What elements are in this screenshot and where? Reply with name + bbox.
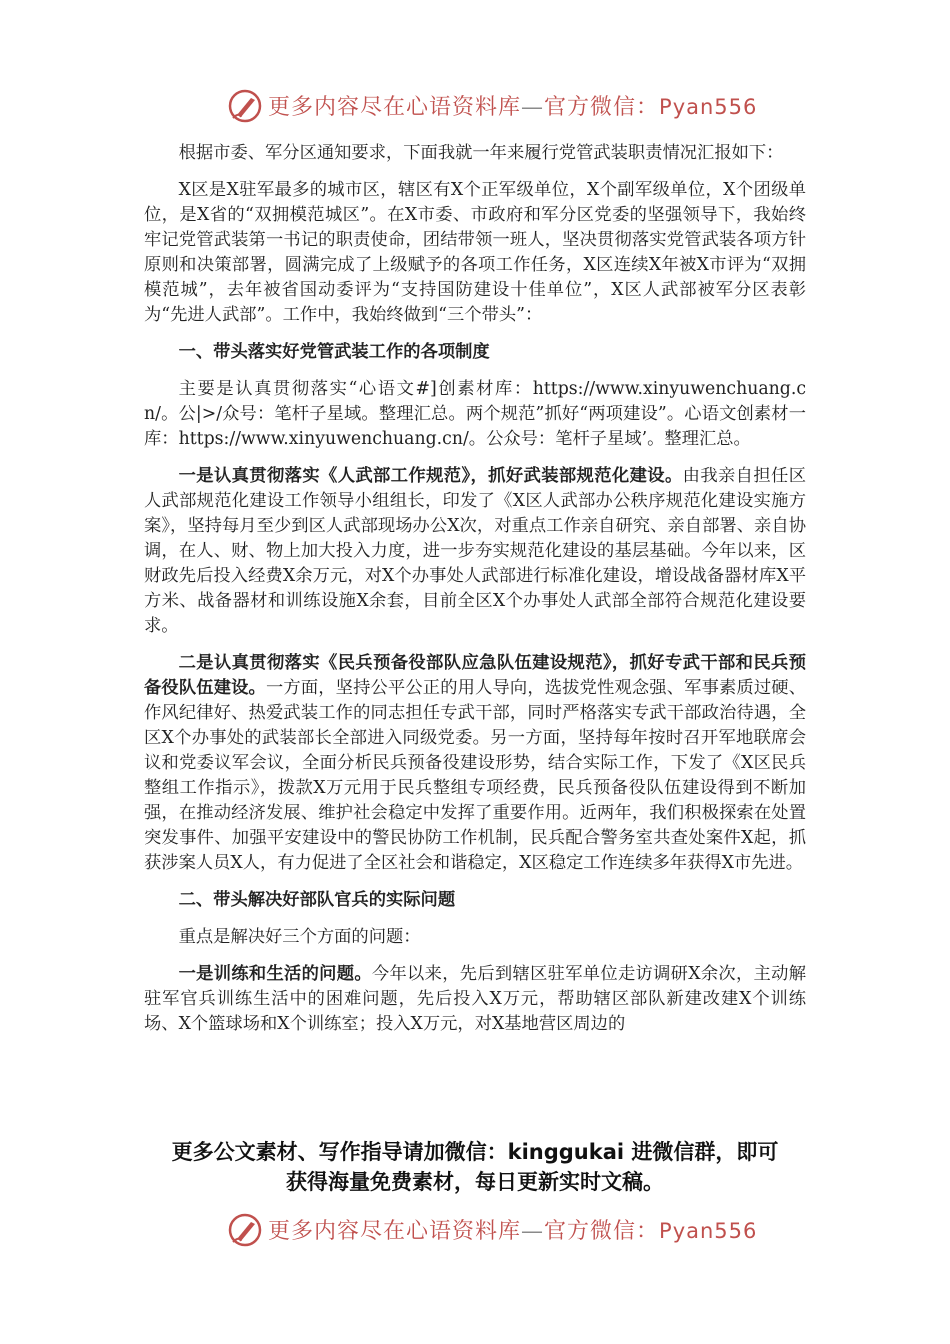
banner-separator: — [521, 1219, 545, 1244]
paragraph-lead-bold: 二是认真贯彻落实《民兵预备役部队应急队伍建设规范》，抓好专武干部和民兵预备役队伍建设。 [144, 653, 806, 698]
promo-line-1: 更多公文素材、写作指导请加微信：kinggukai 进微信群，即可 [171, 1140, 779, 1164]
paragraph-lead-bold: 一是认真贯彻落实《人武部工作规范》，抓好武装部规范化建设。 [178, 466, 683, 486]
quill-pen-icon [227, 1212, 263, 1248]
paragraph-standards-2 [144, 651, 806, 876]
document-body [144, 141, 806, 1037]
paragraph-focus: 重点是解决好三个方面的问题： [178, 927, 421, 947]
paragraph-training-life [144, 962, 806, 1037]
promo-notice [0, 1137, 950, 1197]
banner-wechat-id: Pyan556 [659, 95, 758, 119]
quill-pen-icon [227, 88, 263, 124]
paragraph-intro: 根据市委、军分区通知要求，下面我就一年来履行党管武装职责情况汇报如下： [178, 143, 784, 163]
paragraph-body: 由我亲自担任区人武部规范化建设工作领导小组组长，印发了《X区人武部办公秩序规范化建设实施方案》，坚持每月至少到区人武部现场办公X次，对重点工作亲自研究、亲自部署、亲自协调，在人、财、物上加大投入力度，进一步夯实规范化建设的基层基础。今年以来，区财政先后投入经费X余万元，对X个办事处人武部进行标准化建设，增设战备器材库X平方米、战备器材和训练设施X余套，目前全区X个办事处人武部全部符合规范化建设要求。 [144, 466, 806, 636]
banner-wechat-label: 官方微信： [544, 1219, 660, 1244]
header-banner [0, 84, 950, 128]
banner-text [268, 90, 757, 121]
banner-wechat-label: 官方微信： [544, 95, 660, 120]
banner-wechat-id: Pyan556 [659, 1219, 758, 1243]
paragraph-main-work: 主要是认真贯彻落实“心语文#]创素材库：https://www.xinyuwenchuang.cn/。公|>/众号：笔杆子星域。整理汇总。两个规范”抓好“两项建设”。心语文创素材一库：https://www.xinyuwenchuang.cn/。公众号：笔杆子星域’。整理汇总。 [144, 379, 806, 449]
banner-separator: — [521, 95, 545, 120]
promo-line-2: 获得海量免费素材，每日更新实时文稿。 [286, 1170, 664, 1194]
section-heading-2: 二、带头解决好部队官兵的实际问题 [178, 890, 456, 910]
paragraph-body: 今年以来，先后到辖区驻军单位走访调研X余次，主动解驻军官兵训练生活中的困难问题，先后投入X万元，帮助辖区部队新建改建X个训练场、X个篮球场和X个训练室；投入X万元，对X基地营区周边的 [144, 964, 806, 1034]
paragraph-standards-1 [144, 464, 806, 639]
paragraph-lead-bold: 一是训练和生活的问题。 [178, 964, 372, 984]
banner-main-text: 更多内容尽在心语资料库 [268, 95, 522, 120]
banner-main-text: 更多内容尽在心语资料库 [268, 1219, 522, 1244]
footer-banner [0, 1208, 950, 1252]
banner-text [268, 1214, 757, 1245]
paragraph-body: 一方面，坚持公平公正的用人导向，选拔党性观念强、军事素质过硬、作风纪律好、热爱武装工作的同志担任专武干部，同时严格落实专武干部政治待遇，全区X个办事处的武装部长全部进入同级党委。另一方面，坚持每年按时召开军地联席会议和党委议军会议，全面分析民兵预备役建设形势，结合实际工作，下发了《X区民兵整组工作指示》，拨款X万元用于民兵整组专项经费，民兵预备役队伍建设得到不断加强，在推动经济发展、维护社会稳定中发挥了重要作用。近两年，我们积极探索在处置突发事件、加强平安建设中的警民协防工作机制，民兵配合警务室共查处案件X起，抓获涉案人员X人，有力促进了全区社会和谐稳定，X区稳定工作连续多年获得X市先进。 [144, 678, 806, 873]
paragraph-overview: X区是X驻军最多的城市区，辖区有X个正军级单位，X个副军级单位，X个团级单位，是X省的“双拥模范城区”。在X市委、市政府和军分区党委的坚强领导下，我始终牢记党管武装第一书记的职责使命，团结带领一班人，坚决贯彻落实党管武装各项方针原则和决策部署，圆满完成了上级赋予的各项工作任务，X区连续X年被X市评为“双拥模范城”，去年被省国动委评为“支持国防建设十佳单位”，X区人武部被军分区表彰为“先进人武部”。工作中，我始终做到“三个带头”： [144, 180, 806, 325]
section-heading-1: 一、带头落实好党管武装工作的各项制度 [178, 342, 490, 362]
